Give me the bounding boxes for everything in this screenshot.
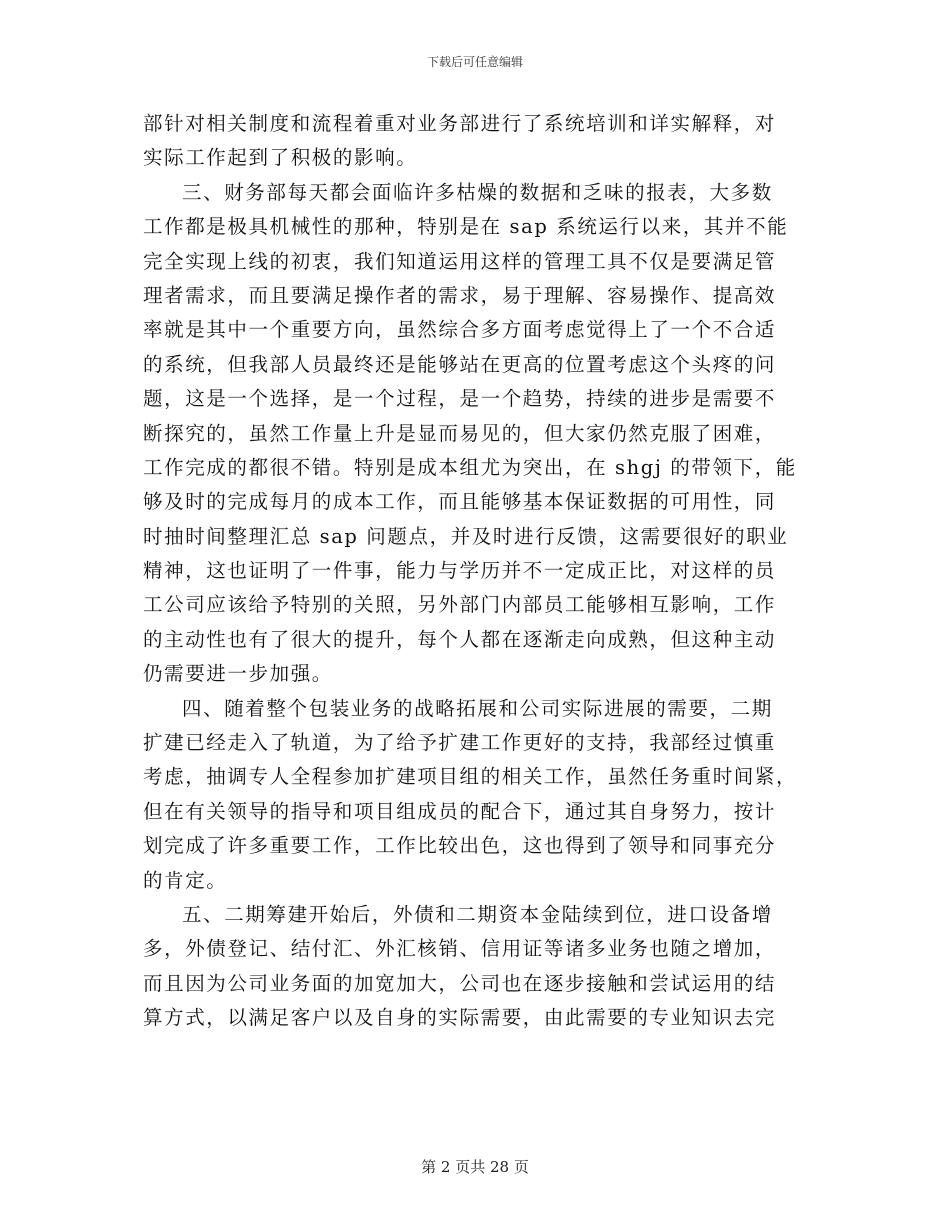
text-line: 的主动性也有了很大的提升，每个人都在逐渐走向成熟，但这种主动: [143, 627, 777, 651]
text-line: 的肯定。: [143, 868, 228, 892]
text-line: 划完成了许多重要工作，工作比较出色，这也得到了领导和同事充分: [143, 834, 777, 858]
text-line: 够及时的完成每月的成本工作，而且能够基本保证数据的可用性，同: [143, 490, 777, 514]
text-line: 多，外债登记、结付汇、外汇核销、信用证等诸多业务也随之增加，: [143, 937, 777, 961]
text-line: 三、财务部每天都会面临许多枯燥的数据和乏味的报表，大多数: [182, 180, 773, 204]
text-line: 断探究的，虽然工作量上升是显而易见的，但大家仍然克服了困难，: [143, 421, 777, 445]
text-line: 精神，这也证明了一件事，能力与学历并不一定成正比，对这样的员: [143, 559, 777, 583]
text-line: 的系统，但我部人员最终还是能够站在更高的位置考虑这个头疼的问: [143, 352, 777, 376]
text-line: 时抽时间整理汇总 sap 问题点，并及时进行反馈，这需要很好的职业: [143, 524, 789, 548]
text-line: 扩建已经走入了轨道，为了给予扩建工作更好的支持，我部经过慎重: [143, 731, 777, 755]
text-line: 工公司应该给予特别的关照，另外部门内部员工能够相互影响，工作: [143, 593, 777, 617]
text-line: 四、随着整个包装业务的战略拓展和公司实际进展的需要，二期: [182, 696, 773, 720]
page-footer: 第 2 页共 28 页: [421, 1158, 529, 1176]
document-body: [143, 107, 803, 1036]
text-line: 理者需求，而且要满足操作者的需求，易于理解、容易操作、提高效: [143, 283, 777, 307]
text-line: 率就是其中一个重要方向，虽然综合多方面考虑觉得上了一个不合适: [143, 318, 777, 342]
text-line: 五、二期筹建开始后，外债和二期资本金陆续到位，进口设备增: [182, 902, 773, 926]
text-line: 部针对相关制度和流程着重对业务部进行了系统培训和详实解释，对: [143, 112, 777, 135]
text-line: 工作完成的都很不错。特别是成本组尤为突出，在 shgj 的带领下，能: [143, 455, 797, 479]
page-header: 下载后可任意编辑: [426, 55, 523, 69]
text-line: 考虑，抽调专人全程参加扩建项目组的相关工作，虽然任务重时间紧，: [143, 765, 798, 789]
text-line: 完全实现上线的初衷，我们知道运用这样的管理工具不仅是要满足管: [143, 249, 777, 273]
text-line: 但在有关领导的指导和项目组成员的配合下，通过其自身努力，按计: [143, 799, 777, 823]
text-line: 算方式，以满足客户以及自身的实际需要，由此需要的专业知识去完: [143, 1006, 777, 1030]
text-line: 实际工作起到了积极的影响。: [143, 146, 418, 170]
text-line: 而且因为公司业务面的加宽加大，公司也在逐步接触和尝试运用的结: [143, 971, 777, 995]
text-line: 题，这是一个选择，是一个过程，是一个趋势，持续的进步是需要不: [143, 387, 777, 411]
text-line: 工作都是极具机械性的那种，特别是在 sap 系统运行以来，其并不能: [143, 215, 789, 239]
text-line: 仍需要进一步加强。: [143, 662, 333, 686]
